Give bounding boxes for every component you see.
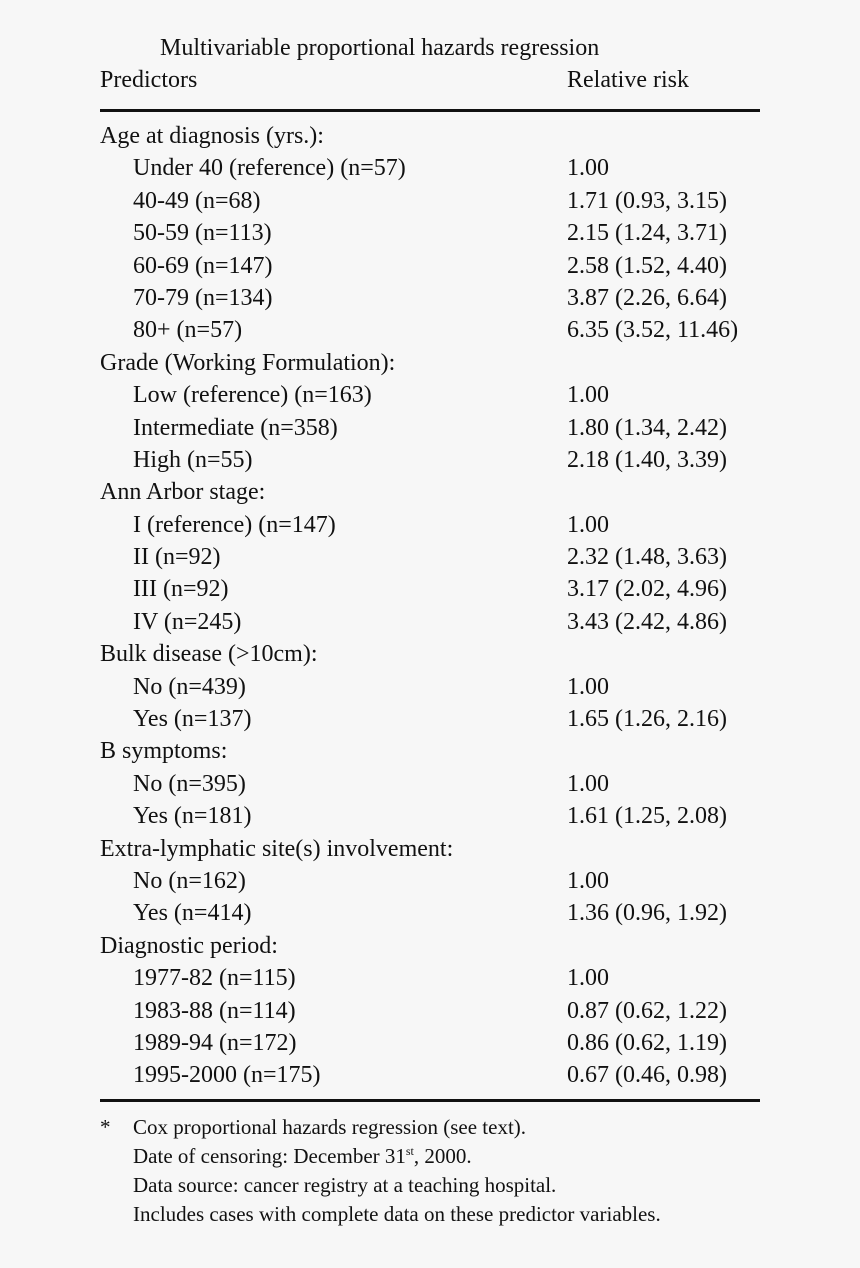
predictor-label: Under 40 (reference) (n=57)	[133, 155, 406, 182]
table-group-row	[100, 120, 760, 152]
table-title: Multivariable proportional hazards regression	[160, 35, 600, 61]
footnote-asterisk: *	[100, 1115, 111, 1139]
relative-risk-value: 2.15 (1.24, 3.71)	[567, 220, 727, 247]
table-row	[100, 800, 760, 832]
predictor-label: 40-49 (n=68)	[133, 187, 261, 214]
table-row	[100, 1027, 760, 1059]
predictor-label: No (n=395)	[133, 770, 246, 797]
relative-risk-value: 1.71 (0.93, 3.15)	[567, 187, 727, 214]
predictor-label: High (n=55)	[133, 446, 253, 473]
predictor-label: II (n=92)	[133, 544, 221, 571]
relative-risk-value: 1.00	[567, 511, 609, 538]
predictor-label: 80+ (n=57)	[133, 317, 243, 344]
predictor-label: I (reference) (n=147)	[133, 511, 336, 538]
predictor-label: No (n=162)	[133, 867, 246, 894]
predictor-label: 1989-94 (n=172)	[133, 1029, 297, 1056]
table-group-row	[100, 735, 760, 767]
footnote-text: Includes cases with complete data on these predictor variables.	[133, 1202, 661, 1226]
relative-risk-value: 2.32 (1.48, 3.63)	[567, 544, 727, 571]
relative-risk-value: 1.36 (0.96, 1.92)	[567, 900, 727, 927]
table-row	[100, 152, 760, 184]
table-row	[100, 412, 760, 444]
predictor-label: 50-59 (n=113)	[133, 220, 272, 247]
table-row	[100, 995, 760, 1027]
table-row	[100, 541, 760, 573]
group-label: Ann Arbor stage:	[100, 479, 266, 506]
table-row	[100, 250, 760, 282]
group-label: Grade (Working Formulation):	[100, 349, 396, 376]
relative-risk-value: 1.00	[567, 155, 609, 182]
table-row	[100, 282, 760, 314]
group-label: Age at diagnosis (yrs.):	[100, 123, 324, 149]
footnote-text: Data source: cancer registry at a teaching hospital.	[133, 1173, 557, 1197]
predictor-label: 1995-2000 (n=175)	[133, 1062, 321, 1089]
table-row	[100, 606, 760, 638]
footnote-censoring-suffix: , 2000.	[413, 1144, 472, 1168]
relative-risk-value: 2.18 (1.40, 3.39)	[567, 446, 727, 473]
table-row	[100, 573, 760, 605]
table-row	[100, 1059, 760, 1091]
relative-risk-value: 3.17 (2.02, 4.96)	[567, 576, 727, 603]
table-group-row	[100, 638, 760, 670]
predictor-label: Yes (n=414)	[133, 900, 252, 927]
relative-risk-value: 1.00	[567, 770, 609, 797]
footnote-censoring-prefix: Date of censoring: December 31	[133, 1144, 406, 1168]
footnote-censoring-sup: st	[405, 1144, 414, 1158]
predictor-label: 60-69 (n=147)	[133, 252, 273, 279]
header-relative-risk: Relative risk	[567, 67, 689, 93]
table-body	[100, 120, 760, 1092]
predictor-label: Yes (n=137)	[133, 706, 252, 733]
table-row	[100, 379, 760, 411]
relative-risk-value: 1.00	[567, 673, 609, 700]
table-row	[100, 217, 760, 249]
table-group-row	[100, 476, 760, 508]
predictor-label: 70-79 (n=134)	[133, 284, 273, 311]
relative-risk-value: 1.80 (1.34, 2.42)	[567, 414, 727, 441]
table-row	[100, 865, 760, 897]
footer-rule	[100, 1099, 760, 1102]
relative-risk-value: 6.35 (3.52, 11.46)	[567, 317, 739, 344]
predictor-label: Low (reference) (n=163)	[133, 382, 372, 409]
relative-risk-value: 1.00	[567, 867, 609, 894]
group-label: Bulk disease (>10cm):	[100, 641, 318, 668]
table-row	[100, 703, 760, 735]
relative-risk-value: 0.86 (0.62, 1.19)	[567, 1029, 727, 1056]
table-row	[100, 185, 760, 217]
group-label: Diagnostic period:	[100, 932, 278, 959]
predictor-label: Yes (n=181)	[133, 803, 252, 830]
group-label: B symptoms:	[100, 738, 228, 765]
table-row	[100, 444, 760, 476]
relative-risk-value: 1.61 (1.25, 2.08)	[567, 803, 727, 830]
predictor-label: 1977-82 (n=115)	[133, 965, 296, 992]
predictor-label: IV (n=245)	[133, 608, 242, 635]
predictor-label: No (n=439)	[133, 673, 246, 700]
relative-risk-value: 0.67 (0.46, 0.98)	[567, 1062, 727, 1089]
relative-risk-value: 0.87 (0.62, 1.22)	[567, 997, 727, 1024]
footnote-text	[133, 1142, 472, 1171]
relative-risk-value: 3.43 (2.42, 4.86)	[567, 608, 727, 635]
relative-risk-value: 3.87 (2.26, 6.64)	[567, 284, 727, 311]
table-row	[100, 314, 760, 346]
predictor-label: Intermediate (n=358)	[133, 414, 338, 441]
table-row	[100, 671, 760, 703]
table-group-row	[100, 833, 760, 865]
footnote-text: Cox proportional hazards regression (see text).	[133, 1115, 527, 1139]
header-predictors: Predictors	[100, 67, 198, 93]
table-group-row	[100, 930, 760, 962]
relative-risk-value: 1.00	[567, 965, 609, 992]
header-rule	[100, 109, 760, 112]
table-row	[100, 897, 760, 929]
relative-risk-value: 2.58 (1.52, 4.40)	[567, 252, 727, 279]
relative-risk-value: 1.65 (1.26, 2.16)	[567, 706, 727, 733]
table-group-row	[100, 347, 760, 379]
predictor-label: 1983-88 (n=114)	[133, 997, 296, 1024]
group-label: Extra-lymphatic site(s) involvement:	[100, 835, 454, 862]
table-row	[100, 962, 760, 994]
relative-risk-value: 1.00	[567, 382, 609, 409]
table-row	[100, 509, 760, 541]
predictor-label: III (n=92)	[133, 576, 229, 603]
table-row	[100, 768, 760, 800]
